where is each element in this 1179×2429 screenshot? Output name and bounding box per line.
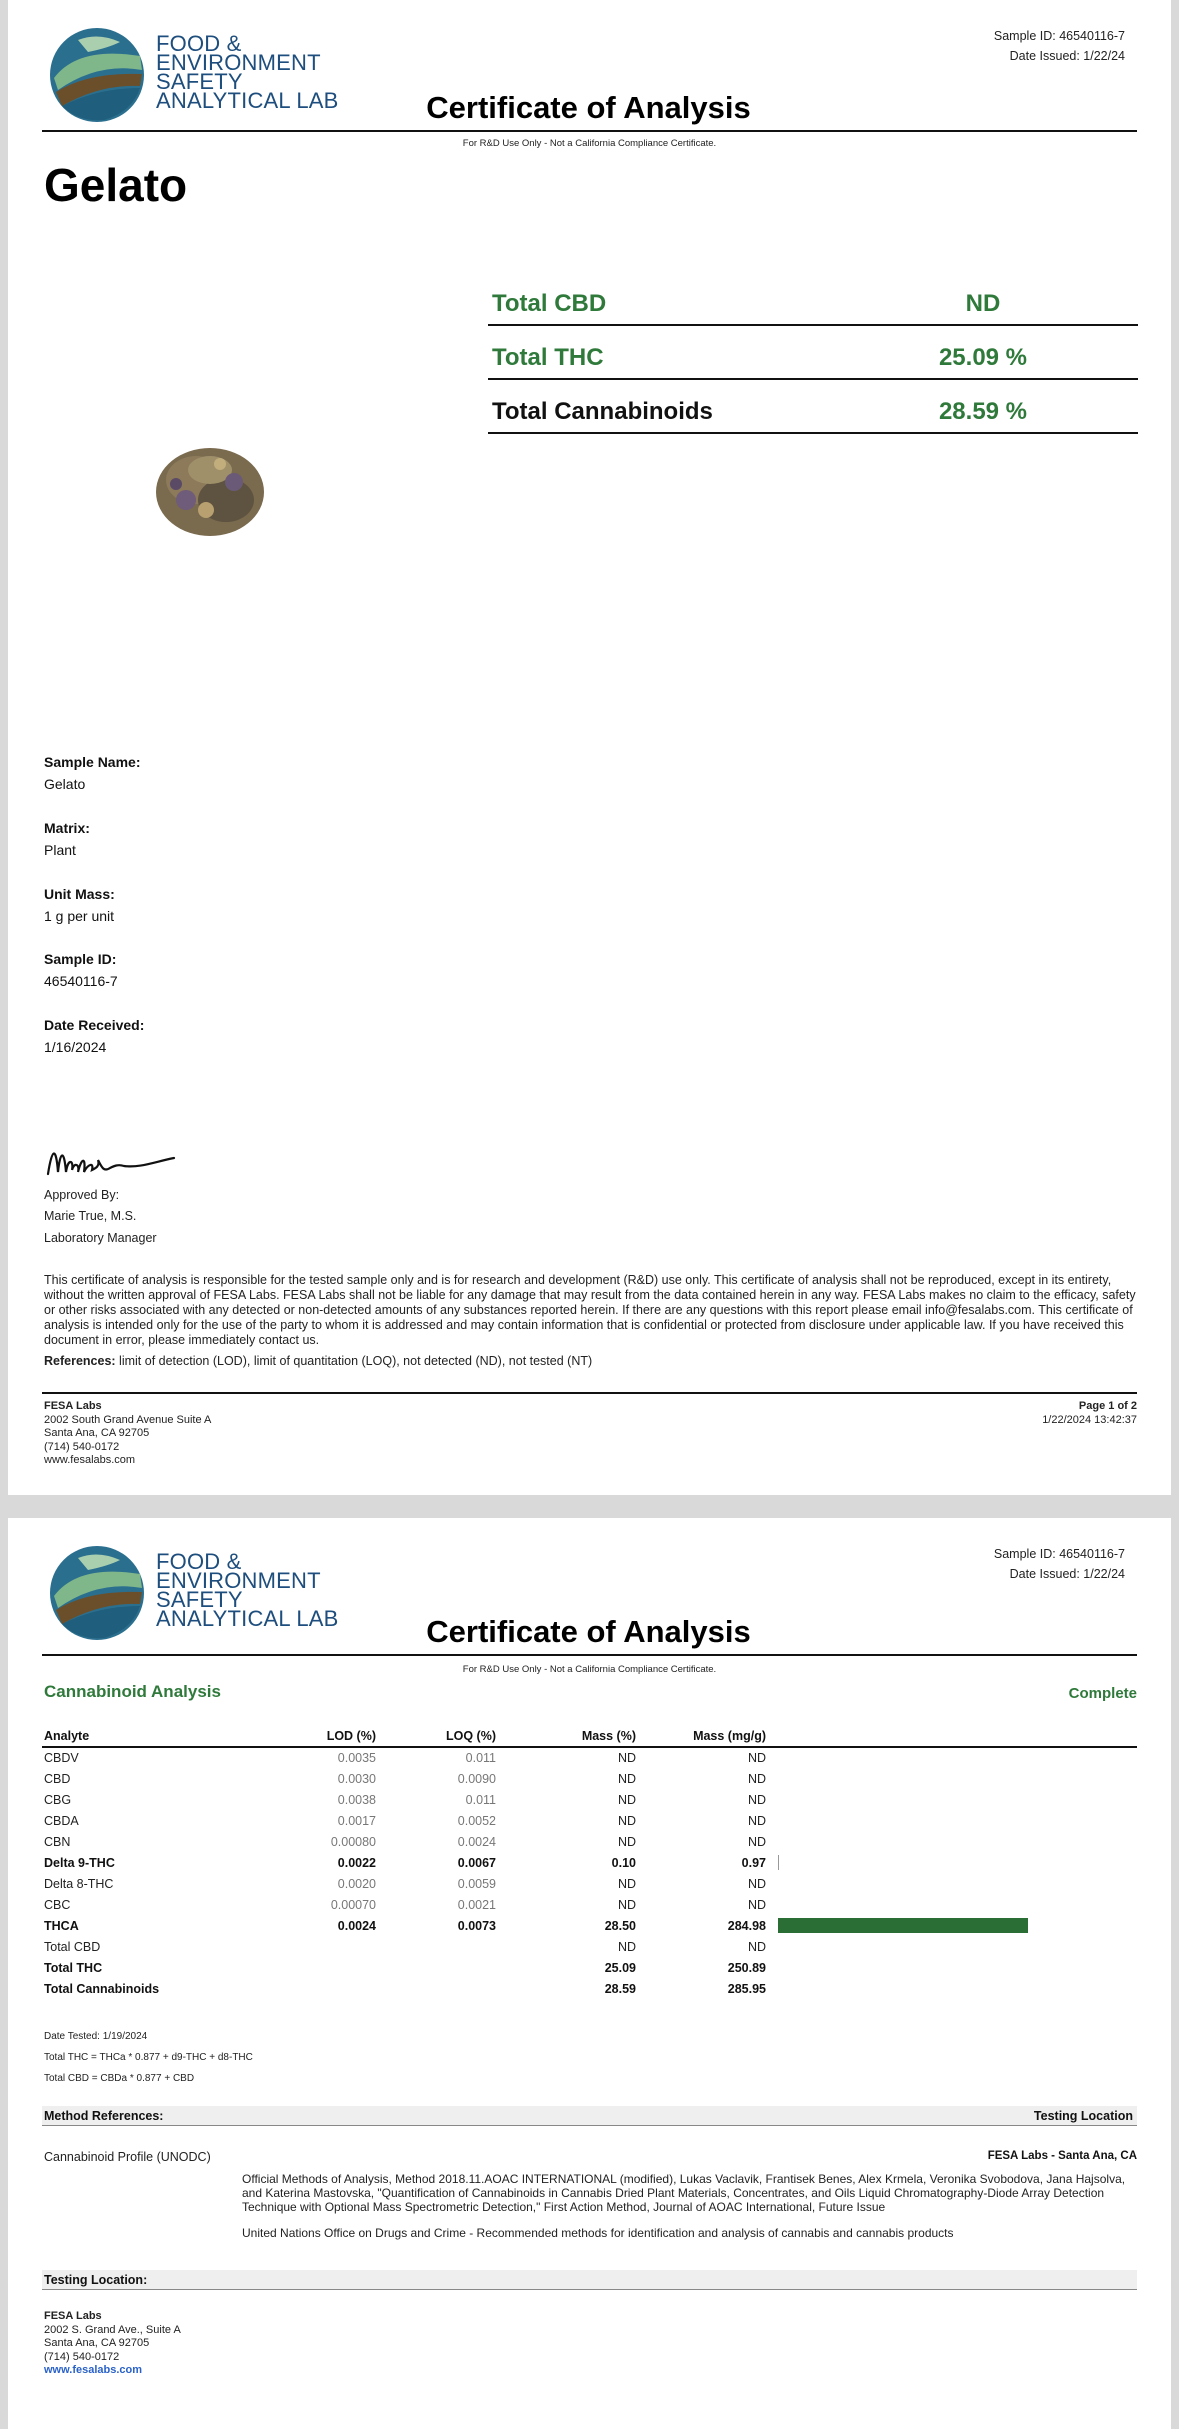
total-thc-value: 25.09 %	[938, 344, 1028, 371]
mass-mg-cell: ND	[747, 1771, 766, 1786]
mass-bar-cell	[772, 1810, 1137, 1831]
mass-bar-cell	[772, 1894, 1137, 1915]
location-phone: (714) 540-0172	[44, 2350, 120, 2363]
loq-cell: 0.0073	[457, 1918, 496, 1933]
analyte-cell: CBC	[44, 1897, 71, 1912]
approver-title: Laboratory Manager	[44, 1231, 157, 1245]
location-address-line1: 2002 S. Grand Ave., Suite A	[44, 2323, 181, 2336]
col-lod: LOD (%)	[292, 1728, 382, 1747]
mass-mg-cell: ND	[747, 1813, 766, 1828]
approver-name: Marie True, M.S.	[44, 1209, 137, 1223]
mass-bar-cell	[772, 1831, 1137, 1852]
sample-id-label: Sample ID: 46540116-7	[993, 29, 1125, 43]
references-text: limit of detection (LOD), limit of quantitation (LOQ), not detected (ND), not tested (NT)	[115, 1354, 593, 1368]
mass-mg-cell: ND	[747, 1834, 766, 1849]
lod-cell: 0.0035	[337, 1751, 376, 1765]
product-name: Gelato	[44, 159, 188, 211]
lod-cell	[292, 1978, 382, 1999]
col-loq: LOQ (%)	[382, 1728, 502, 1747]
mass-mg-cell: ND	[747, 1897, 766, 1912]
lod-cell	[292, 1936, 382, 1957]
mass-bar-cell	[772, 1957, 1137, 1978]
method-references-bar	[42, 2106, 1137, 2126]
sample-id-info-label: Sample ID:	[44, 951, 117, 967]
mass-bar-cell	[772, 1936, 1137, 1957]
testing-location-address	[44, 2310, 181, 2378]
cannabinoid-table	[42, 1728, 1137, 1999]
analyte-cell: CBD	[44, 1771, 71, 1786]
footer-address	[44, 1400, 211, 1468]
mass-pct-cell: 28.59	[604, 1981, 636, 1996]
footer-page-info	[1042, 1400, 1137, 1427]
total-cbd-label: Total CBD	[492, 290, 607, 317]
approved-by-label: Approved By:	[44, 1188, 120, 1202]
sample-name-value: Gelato	[44, 776, 86, 792]
date-issued-label: Date Issued: 1/22/24	[1009, 1567, 1125, 1581]
sample-name-label: Sample Name:	[44, 754, 141, 770]
table-row	[42, 1915, 1137, 1936]
mass-bar	[778, 1918, 1028, 1933]
mass-pct-cell: ND	[617, 1897, 636, 1912]
analyte-cell: THCA	[44, 1918, 79, 1933]
mass-bar-cell	[772, 1768, 1137, 1789]
calculation-notes	[44, 2026, 253, 2089]
disclaimer-text: This certificate of analysis is responsible for the tested sample only and is for research and development (R&D) use only. This certificate of analysis shall not be reproduced, except in its entirety, without the written approval of FESA Labs. FESA Labs shall not be liable for any damage that may result from the data contained herein in any way. FESA Labs makes no claim to the efficacy, safety or other risks associated with any detected or non-detected amounts of any substances reported herein. If there are any questions with this report please email info@fesalabs.com. This certificate of analysis is intended only for the use of the party to whom it is addressed and may contain information that is confidential or protected from disclosure under applicable law. If you have received this document in error, please immediately contact us.	[44, 1273, 1136, 1347]
mass-mg-cell: ND	[747, 1939, 766, 1954]
table-row	[42, 1831, 1137, 1852]
footer-address-line2: Santa Ana, CA 92705	[44, 1427, 150, 1439]
loq-cell	[382, 1936, 502, 1957]
loq-cell	[382, 1957, 502, 1978]
rd-note: For R&D Use Only - Not a California Compliance Certificate.	[462, 1664, 717, 1675]
mass-pct-cell: ND	[617, 1813, 636, 1828]
table-row	[42, 1768, 1137, 1789]
lod-cell: 0.0024	[337, 1918, 376, 1933]
footer-company: FESA Labs	[44, 1400, 102, 1412]
mass-bar-cell	[772, 1915, 1137, 1936]
page-title: Certificate of Analysis	[426, 1614, 751, 1649]
sample-id-label: Sample ID: 46540116-7	[993, 1547, 1125, 1561]
table-row	[42, 1852, 1137, 1873]
date-tested-note: Date Tested: 1/19/2024	[44, 2031, 148, 2042]
mass-bar	[778, 1855, 779, 1870]
loq-cell: 0.011	[465, 1751, 496, 1765]
method-reference-1: Official Methods of Analysis, Method 2018.11.AOAC INTERNATIONAL (modified), Lukas Vaclavik, Frantisek Benes, Alex Krmela, Veronika Svobodova, Jana Hajsolva, and Katerina Mastovska, "Quantification of Cannabinoids in Cannabis Dried Plant Materials, Concentrates, and Oils Liquid Chromatography-Diode Array Detection Technique with Optional Mass Spectrometric Detection," First Action Method, Journal of AOAC International, Future Issue	[242, 2172, 1126, 2214]
mass-pct-cell: 28.50	[604, 1918, 636, 1933]
lod-cell: 0.00080	[330, 1834, 376, 1849]
unit-mass-value: 1 g per unit	[44, 908, 115, 924]
table-row	[42, 1810, 1137, 1831]
mass-bar-cell	[772, 1852, 1137, 1873]
analyte-cell: CBG	[44, 1792, 72, 1807]
footer-phone: (714) 540-0172	[44, 1440, 120, 1453]
signature-image	[44, 1138, 184, 1186]
loq-cell: 0.011	[465, 1792, 496, 1807]
table-row	[42, 1936, 1137, 1957]
mass-pct-cell: ND	[617, 1792, 636, 1807]
analyte-cell: CBDV	[44, 1751, 79, 1765]
header-meta	[994, 1544, 1125, 1584]
mass-pct-cell: ND	[617, 1771, 636, 1786]
method-name: Cannabinoid Profile (UNODC)	[44, 2150, 211, 2164]
logo-wordmark: FOOD & ENVIRONMENT SAFETY ANALYTICAL LAB	[156, 31, 339, 113]
mass-mg-cell: ND	[747, 1792, 766, 1807]
location-company: FESA Labs	[44, 2310, 102, 2322]
cannabis-bud-image	[146, 430, 274, 548]
lod-cell	[292, 1957, 382, 1978]
references-label: References:	[44, 1354, 116, 1368]
total-cbd-row	[488, 272, 1138, 326]
mass-mg-cell: 0.97	[741, 1855, 766, 1870]
header-divider	[42, 130, 1137, 132]
total-cbd-value: ND	[965, 290, 1001, 317]
rd-note: For R&D Use Only - Not a California Compliance Certificate.	[462, 138, 717, 149]
date-issued-label: Date Issued: 1/22/24	[1009, 49, 1125, 63]
logo-wordmark: FOOD & ENVIRONMENT SAFETY ANALYTICAL LAB	[156, 1549, 339, 1631]
cannabinoid-table-body	[42, 1747, 1137, 1999]
sample-id-info-value: 46540116-7	[44, 973, 118, 989]
analyte-cell: Delta 9-THC	[44, 1855, 115, 1870]
lod-cell: 0.0038	[337, 1792, 376, 1807]
loq-cell: 0.0067	[457, 1855, 496, 1870]
testing-location-bar	[42, 2270, 1137, 2290]
analyte-cell: CBDA	[44, 1813, 79, 1828]
loq-cell	[382, 1978, 502, 1999]
total-cannabinoids-row	[488, 380, 1138, 434]
lod-cell: 0.0022	[337, 1855, 376, 1870]
cannabinoid-analysis-heading: Cannabinoid Analysis	[44, 1682, 221, 1701]
analyte-cell: Total THC	[44, 1960, 103, 1975]
mass-mg-cell: 284.98	[727, 1918, 766, 1933]
analyte-cell: Delta 8-THC	[44, 1876, 114, 1891]
analyte-cell: Total Cannabinoids	[44, 1981, 160, 1996]
table-row	[42, 1957, 1137, 1978]
total-thc-label: Total THC	[492, 344, 604, 371]
unit-mass-label: Unit Mass:	[44, 886, 115, 902]
loq-cell: 0.0059	[457, 1876, 496, 1891]
footer-address-line1: 2002 South Grand Avenue Suite A	[44, 1413, 212, 1426]
loq-cell: 0.0024	[457, 1834, 496, 1849]
mass-mg-cell: 285.95	[727, 1981, 766, 1996]
method-location: FESA Labs - Santa Ana, CA	[987, 2150, 1137, 2162]
mass-mg-cell: 250.89	[727, 1960, 766, 1975]
mass-pct-cell: ND	[617, 1939, 636, 1954]
mass-pct-cell: 25.09	[604, 1960, 636, 1975]
date-received-label: Date Received:	[44, 1017, 145, 1033]
col-mass-pct: Mass (%)	[502, 1728, 642, 1747]
analyte-cell: CBN	[44, 1834, 71, 1849]
status-badge: Complete	[1068, 1685, 1137, 1702]
method-references-label: Method References:	[44, 2109, 164, 2123]
total-thc-formula: Total THC = THCa * 0.877 + d9-THC + d8-THC	[44, 2052, 253, 2063]
loq-cell: 0.0090	[457, 1771, 496, 1786]
mass-pct-cell: ND	[617, 1876, 636, 1891]
mass-pct-cell: ND	[617, 1751, 636, 1765]
header-divider	[42, 1654, 1137, 1656]
table-row	[42, 1894, 1137, 1915]
mass-bar-cell	[772, 1873, 1137, 1894]
col-bar	[772, 1728, 1137, 1747]
date-received-value: 1/16/2024	[44, 1039, 107, 1055]
table-row	[42, 1747, 1137, 1768]
references-line	[44, 1354, 592, 1368]
total-cannabinoids-label: Total Cannabinoids	[492, 398, 713, 425]
analyte-cell: Total CBD	[44, 1939, 101, 1954]
mass-bar-cell	[772, 1789, 1137, 1810]
lod-cell: 0.00070	[330, 1897, 376, 1912]
mass-pct-cell: ND	[617, 1834, 636, 1849]
table-header-row	[42, 1728, 1137, 1747]
page-title: Certificate of Analysis	[426, 90, 751, 125]
certificate-page-1	[8, 0, 1171, 1495]
mass-bar-cell	[772, 1747, 1137, 1768]
table-row	[42, 1978, 1137, 1999]
footer-website[interactable]: www.fesalabs.com	[44, 1454, 136, 1466]
certificate-page-2	[8, 1518, 1171, 2429]
location-address-line2: Santa Ana, CA 92705	[44, 2337, 150, 2349]
method-reference-2: United Nations Office on Drugs and Crime - Recommended methods for identification and analysis of cannabis and cannabis products	[242, 2226, 954, 2240]
mass-pct-cell: 0.10	[611, 1855, 636, 1870]
matrix-label: Matrix:	[44, 820, 90, 836]
mass-mg-cell: ND	[747, 1751, 766, 1765]
col-mass-mg: Mass (mg/g)	[642, 1728, 772, 1747]
mass-bar-cell	[772, 1978, 1137, 1999]
table-row	[42, 1789, 1137, 1810]
page-number: Page 1 of 2	[1078, 1400, 1137, 1412]
col-analyte: Analyte	[42, 1728, 292, 1747]
lod-cell: 0.0030	[337, 1771, 376, 1786]
footer-timestamp: 1/22/2024 13:42:37	[1042, 1413, 1137, 1426]
lod-cell: 0.0020	[337, 1876, 376, 1891]
lod-cell: 0.0017	[337, 1813, 376, 1828]
matrix-value: Plant	[44, 842, 76, 858]
testing-location-label: Testing Location	[1033, 2109, 1133, 2123]
loq-cell: 0.0021	[457, 1897, 496, 1912]
header-meta	[994, 26, 1125, 66]
footer-divider	[42, 1392, 1137, 1394]
table-row	[42, 1873, 1137, 1894]
product-photo	[146, 430, 274, 548]
total-thc-row	[488, 326, 1138, 380]
location-website-link[interactable]: www.fesalabs.com	[44, 2364, 143, 2376]
total-cannabinoids-value: 28.59 %	[938, 398, 1028, 425]
loq-cell: 0.0052	[457, 1813, 496, 1828]
testing-location-heading: Testing Location:	[44, 2273, 148, 2287]
mass-mg-cell: ND	[747, 1876, 766, 1891]
total-cbd-formula: Total CBD = CBDa * 0.877 + CBD	[44, 2073, 195, 2084]
